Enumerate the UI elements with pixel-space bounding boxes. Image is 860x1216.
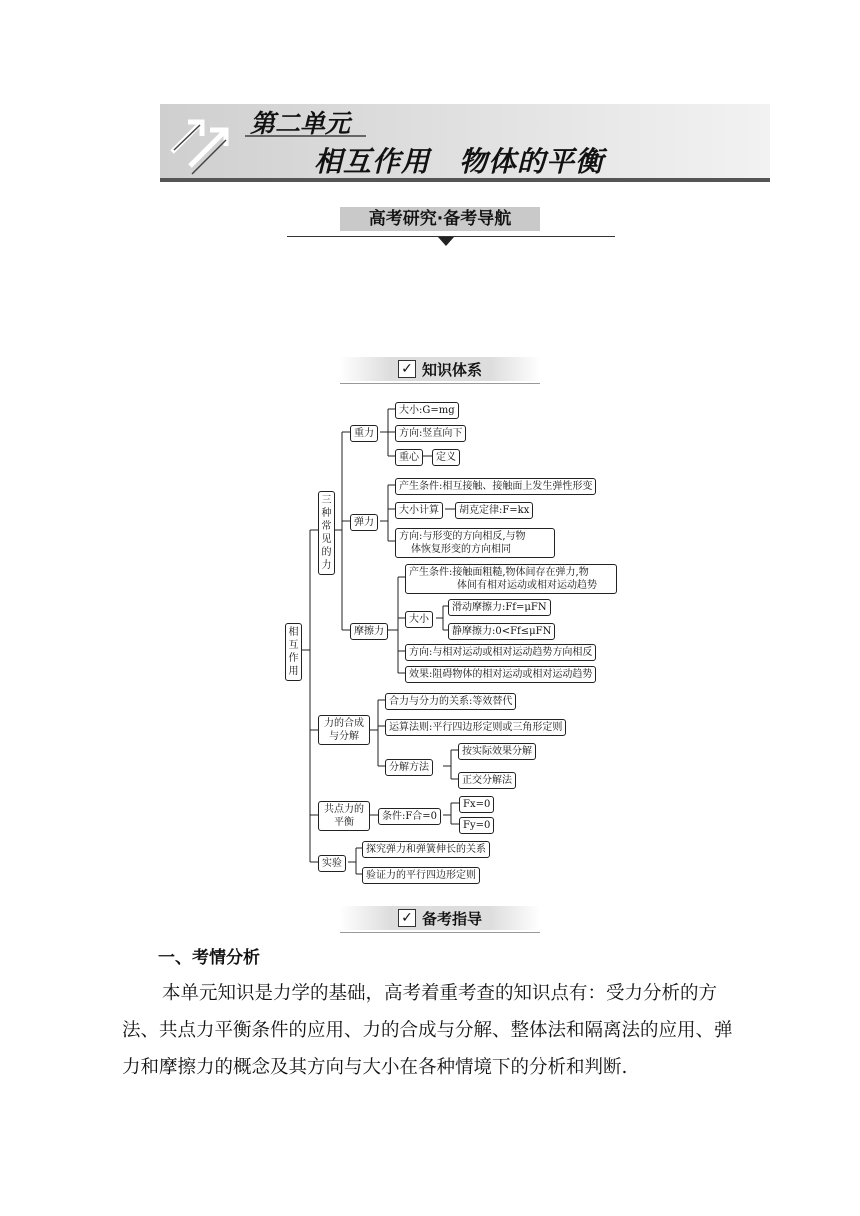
tree-elastic-dir-line2: 体恢复形变的方向相同 [411,544,511,555]
section-guide [340,906,540,933]
unit-title: 相互作用 物体的平衡 [314,145,605,178]
checkmark-icon: ✓ [398,909,416,927]
tree-elastic-cond: 产生条件:相互接触、接触面上发生弹性形变 [395,478,596,495]
analysis-paragraph-text: 本单元知识是力学的基础，高考着重考查的知识点有：受力分析的方法、共点力平衡条件的应用、力的合成与分解、整体法和隔离法的应用、弹力和摩擦力的概念及其方向与大小在各种情境下的分析和判断. [122,983,733,1078]
tree-elastic-dir-line1: 方向:与形变的方向相反,与物 [399,531,526,542]
section-knowledge-title: 知识体系 [421,360,482,379]
tree-gravity-center-def: 定义 [432,449,460,466]
tree-gravity-dir: 方向:竖直向下 [395,425,466,442]
tree-friction-dir: 方向:与相对运动或相对运动趋势方向相反 [405,644,596,661]
tree-friction-static: 静摩擦力:0<Ff≤μFN [448,623,555,640]
tree-friction-size: 大小 [405,611,433,628]
tree-friction-slide: 滑动摩擦力:Ff=μFN [448,599,551,616]
tree-equilibrium: 共点力的平衡 [318,801,370,831]
tree-elastic: 弹力 [350,514,378,531]
tree-elastic-hooke: 胡克定律:F=kx [455,502,533,519]
checkmark-icon: ✓ [398,360,416,378]
tree-eq-fy: Fy=0 [459,817,494,834]
tree-exp-1: 探究弹力和弹簧伸长的关系 [362,841,490,858]
tree-comp-relation: 合力与分力的关系:等效替代 [385,693,516,710]
unit-label: 第二单元 [250,109,351,138]
tree-comp-actual: 按实际效果分解 [458,743,536,760]
tree-elastic-dir [395,528,555,558]
tree-eq-cond: 条件:F合=0 [378,808,441,825]
tree-exp-2: 验证力的平行四边形定则 [362,867,480,884]
tree-friction-cond [405,564,617,594]
tree-three-forces: 三种常见的力 [318,491,335,575]
tree-comp-ortho: 正交分解法 [458,772,516,789]
tree-eq-fx: Fx=0 [459,796,494,813]
tree-friction-cond-line1: 产生条件:接触面粗糙,物体间存在弹力,物 [409,567,589,578]
tree-friction-effect: 效果:阻碍物体的相对运动或相对运动趋势 [405,666,596,683]
sub-banner: 高考研究·备考导航 [340,207,540,231]
tree-root: 相互作用 [285,623,302,681]
analysis-paragraph [122,975,742,1086]
tree-comp-method: 分解方法 [385,759,433,776]
tree-gravity: 重力 [350,425,378,442]
analysis-heading: 一、考情分析 [158,948,260,968]
tree-experiment: 实验 [318,855,346,872]
tree-gravity-center: 重心 [395,449,423,466]
section-guide-title: 备考指导 [421,909,482,928]
tree-composition: 力的合成与分解 [318,715,370,745]
tree-friction-cond-line2: 体间有相对运动或相对运动趋势 [457,580,597,591]
tree-elastic-calc: 大小计算 [395,502,443,519]
tree-comp-rule: 运算法则:平行四边形定则或三角形定则 [385,719,566,736]
tree-friction: 摩擦力 [350,623,388,640]
tree-gravity-size: 大小:G=mg [395,402,459,419]
